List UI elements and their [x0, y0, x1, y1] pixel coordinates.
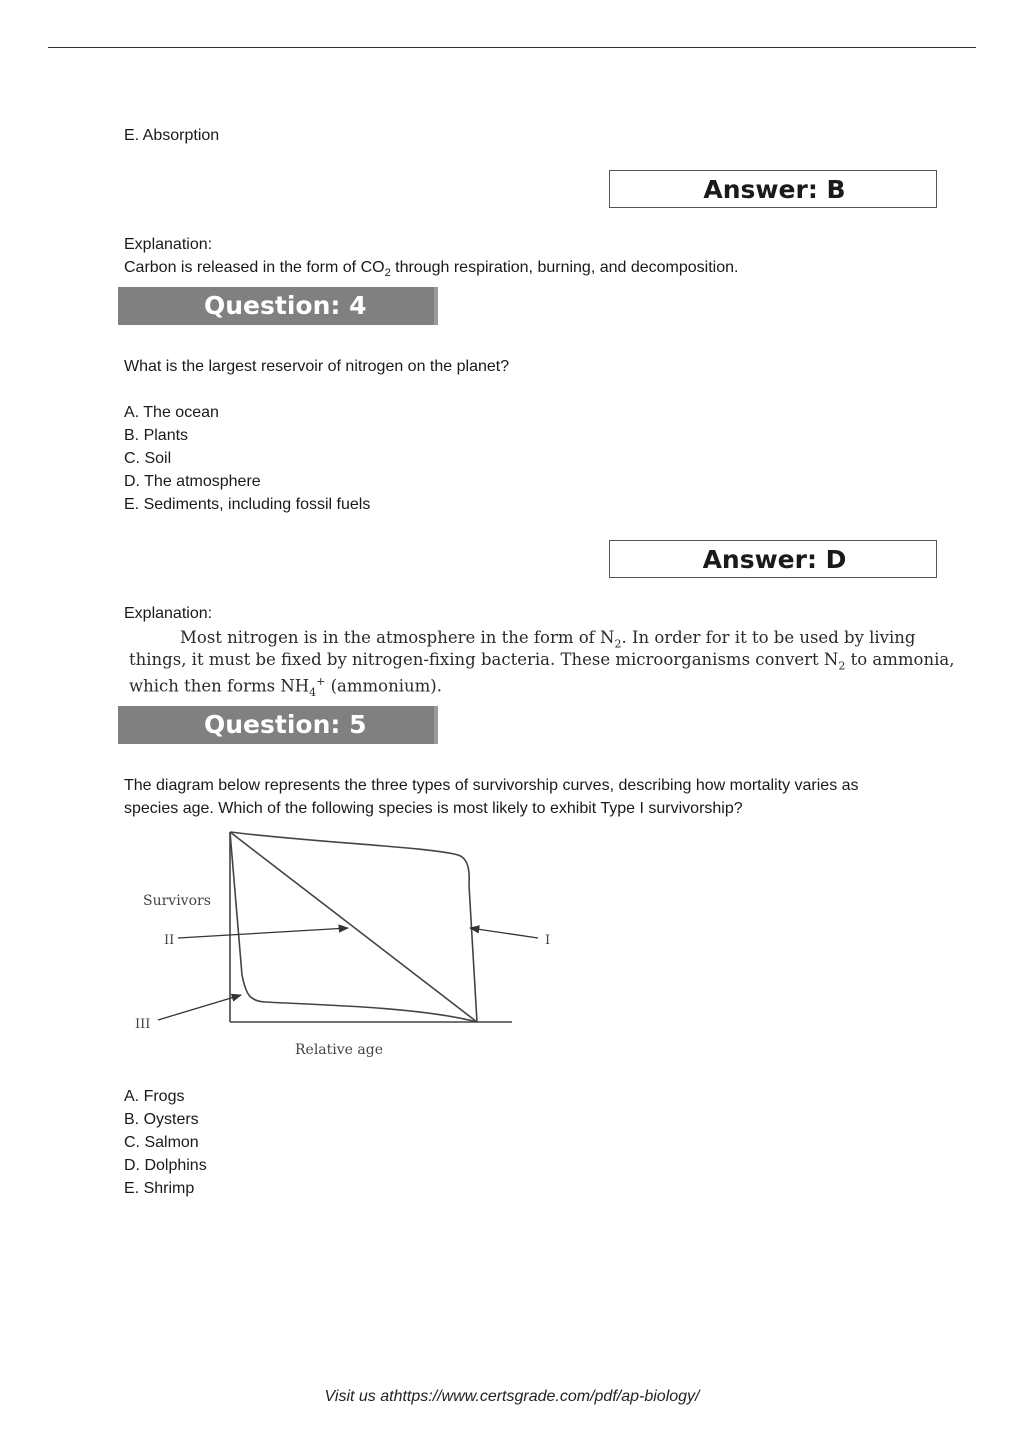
- explanation-line-3-q4: which then forms $NH_4^+$ (ammonium).: [129, 675, 442, 699]
- question-4-banner: Question: 4: [118, 287, 438, 325]
- explanation-text-q3: Carbon is released in the form of $CO_2$ through respiration, burning, and decomposition.: [124, 259, 739, 280]
- q4-option-a: A. The ocean: [124, 404, 219, 421]
- arrow-type-ii: [178, 928, 348, 938]
- question-5-banner: Question: 5: [118, 706, 438, 744]
- q5-option-b: B. Oysters: [124, 1111, 199, 1128]
- arrow-type-i: [470, 928, 538, 938]
- label-type-iii: III: [135, 1017, 151, 1032]
- q4-option-e: E. Sediments, including fossil fuels: [124, 496, 371, 513]
- label-type-ii: II: [164, 933, 175, 948]
- arrow-type-iii: [158, 995, 241, 1020]
- q4-option-d: D. The atmosphere: [124, 473, 261, 490]
- x-axis-label: Relative age: [295, 1042, 383, 1058]
- question-5-text-line-2: species age. Which of the following species is most likely to exhibit Type I survivorship?: [124, 800, 743, 817]
- q4-option-c: C. Soil: [124, 450, 172, 467]
- y-axis-label: Survivors: [143, 893, 211, 909]
- question-5-text-line-1: The diagram below represents the three types of survivorship curves, describing how mortality varies as: [124, 777, 859, 794]
- explanation-label-q4: Explanation:: [124, 605, 213, 622]
- survivorship-diagram: [120, 825, 560, 1065]
- q5-option-c: C. Salmon: [124, 1134, 199, 1151]
- footer-link[interactable]: Visit us athttps://www.certsgrade.com/pdf/ap-biology/: [324, 1388, 700, 1405]
- q5-option-d: D. Dolphins: [124, 1157, 207, 1174]
- header-rule: [48, 47, 976, 48]
- explanation-line-1-q4: Most nitrogen is in the atmosphere in the form of $N_2$. In order for it to be used by living: [180, 628, 916, 651]
- label-type-i: I: [545, 933, 551, 948]
- curve-type-ii: [230, 832, 477, 1022]
- q4-option-b: B. Plants: [124, 427, 189, 444]
- answer-box-q3: Answer: B: [609, 170, 937, 208]
- option-e-absorption: E. Absorption: [124, 127, 220, 144]
- explanation-line-2-q4: things, it must be fixed by nitrogen-fixing bacteria. These microorganisms convert $N_2$ to ammonia,: [129, 650, 955, 673]
- answer-box-q4: Answer: D: [609, 540, 937, 578]
- q5-option-a: A. Frogs: [124, 1088, 185, 1105]
- explanation-label-q3: Explanation:: [124, 236, 213, 253]
- q5-option-e: E. Shrimp: [124, 1180, 195, 1197]
- question-4-text: What is the largest reservoir of nitrogen on the planet?: [124, 358, 510, 375]
